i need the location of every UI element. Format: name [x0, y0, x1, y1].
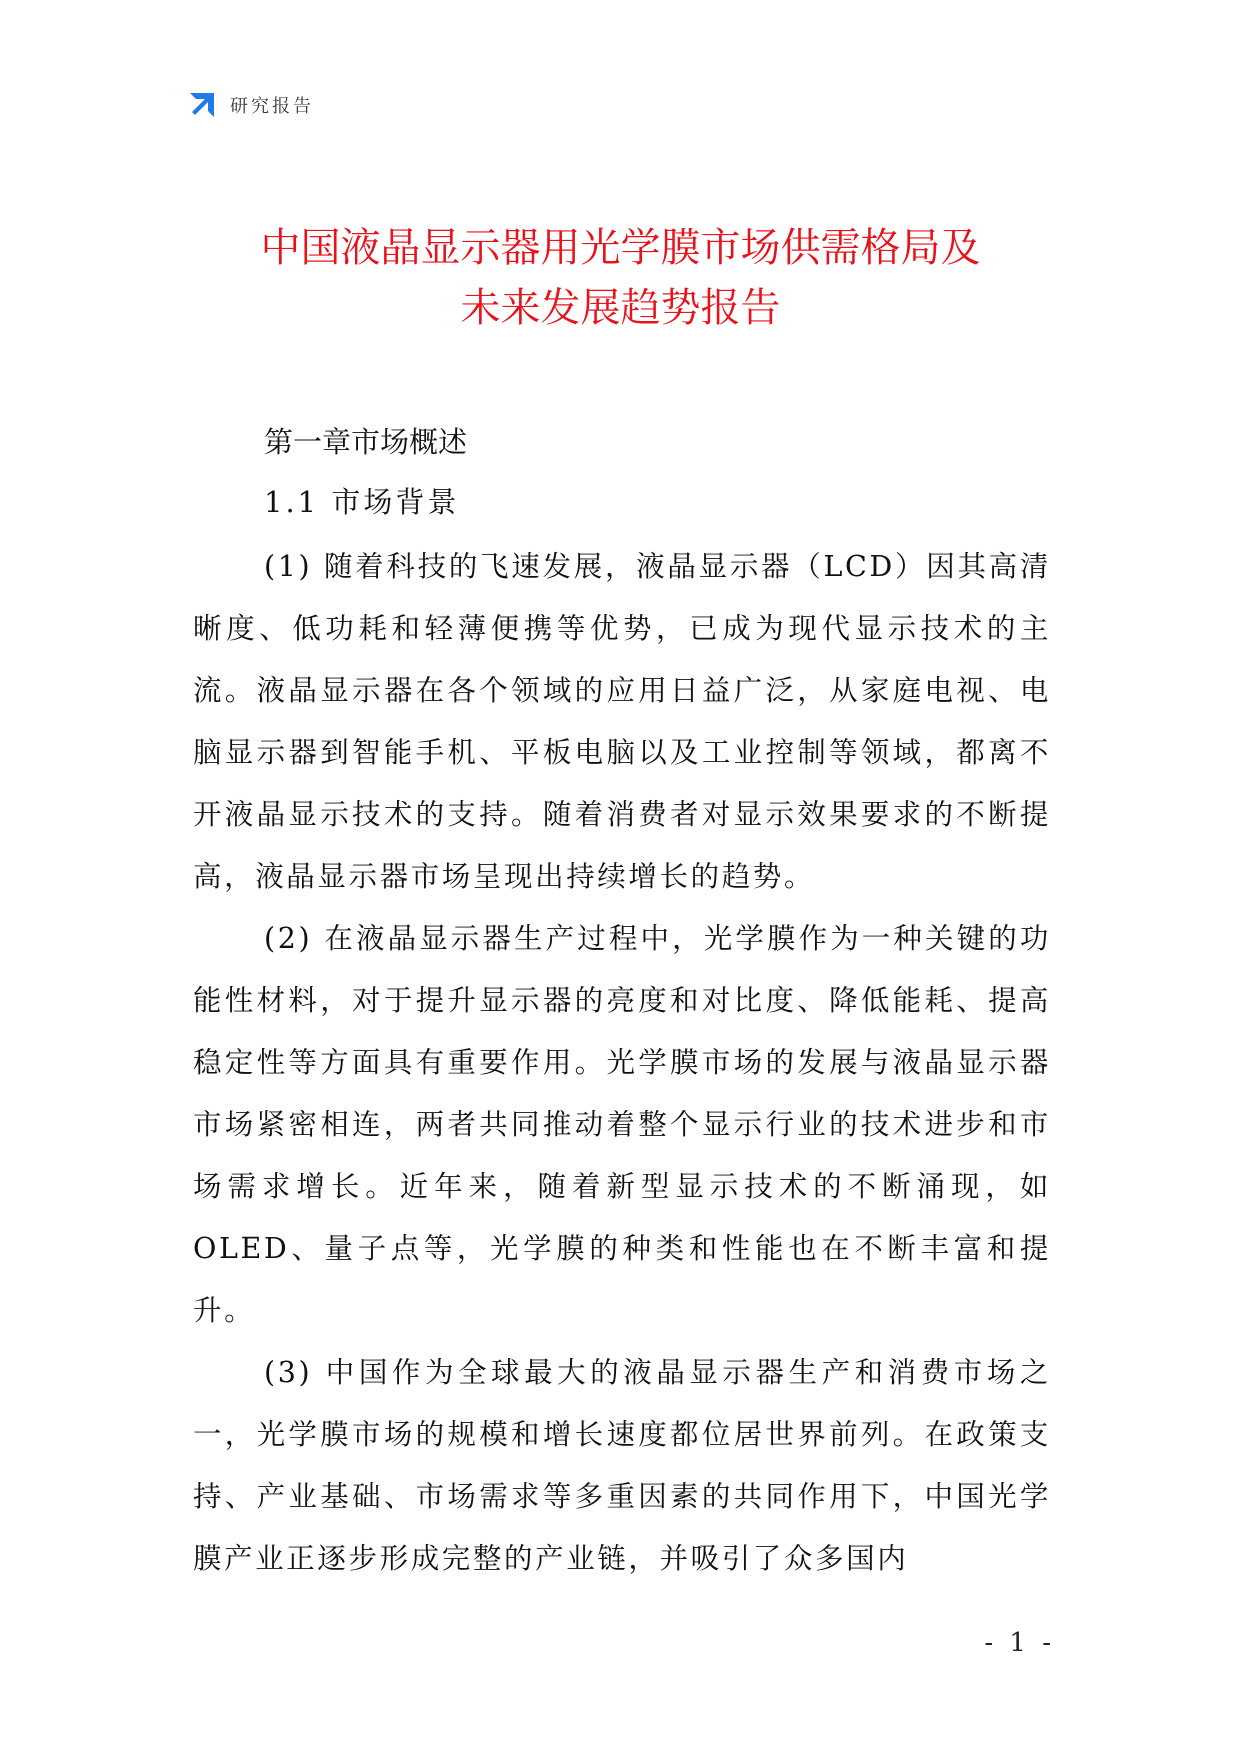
- paragraph-2: (2) 在液晶显示器生产过程中，光学膜作为一种关键的功能性材料，对于提升显示器的亮度和对比度、降低能耗、提高稳定性等方面具有重要作用。光学膜市场的发展与液晶显示器市场紧密相连，两者共同推动着整个显示行业的技术进步和市场需求增长。近年来，随着新型显示技术的不断涌现，如OLED、量子点等，光学膜的种类和性能也在不断丰富和提升。: [193, 922, 1051, 1327]
- report-header: [186, 88, 314, 122]
- chapter-heading: 第一章市场概述: [264, 425, 468, 459]
- report-title-line-2: 未来发展趋势报告: [460, 285, 781, 331]
- body-text: [193, 536, 1051, 1590]
- header-label: 研究报告: [230, 96, 314, 117]
- arrow-up-right-icon: [186, 89, 218, 121]
- report-title: [120, 218, 1121, 338]
- page-number: - 1 -: [984, 1628, 1055, 1658]
- section-heading: 1.1 市场背景: [264, 485, 460, 519]
- paragraph-1: (1) 随着科技的飞速发展，液晶显示器（LCD）因其高清晰度、低功耗和轻薄便携等优势，已成为现代显示技术的主流。液晶显示器在各个领域的应用日益广泛，从家庭电视、电脑显示器到智能手机、平板电脑以及工业控制等领域，都离不开液晶显示技术的支持。随着消费者对显示效果要求的不断提高，液晶显示器市场呈现出持续增长的趋势。: [193, 550, 1051, 893]
- paragraph-3: (3) 中国作为全球最大的液晶显示器生产和消费市场之一，光学膜市场的规模和增长速度都位居世界前列。在政策支持、产业基础、市场需求等多重因素的共同作用下，中国光学膜产业正逐步形成完整的产业链，并吸引了众多国内: [193, 1356, 1051, 1575]
- report-title-line-1: 中国液晶显示器用光学膜市场供需格局及: [260, 225, 981, 271]
